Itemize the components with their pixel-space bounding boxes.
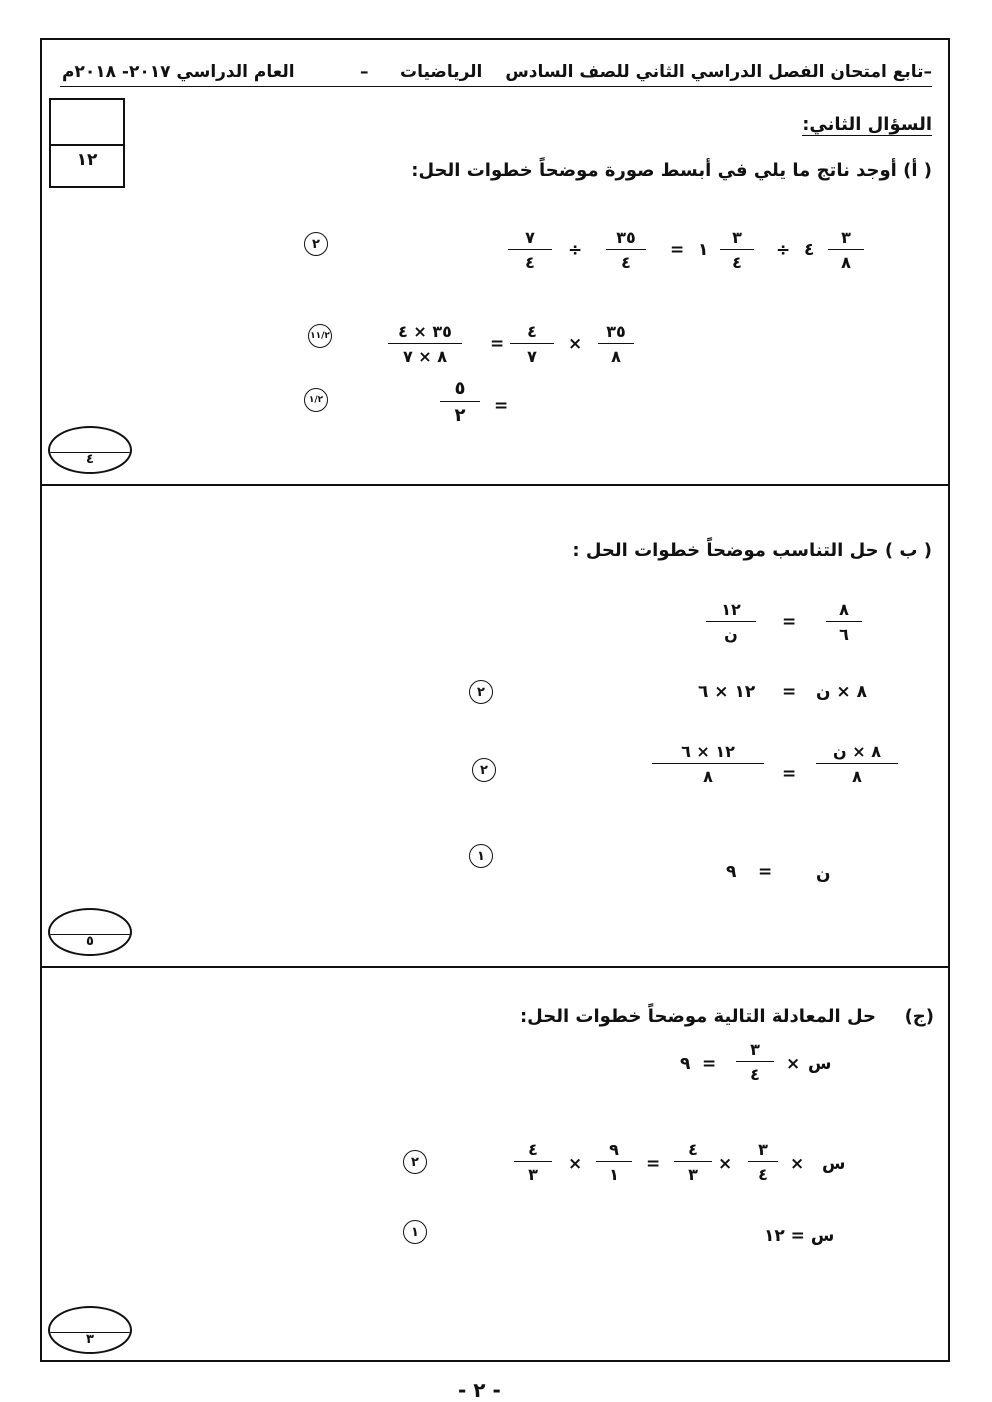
mark-circle-b3: ٢ [472,758,496,782]
whole-number-four: ٤ [804,240,815,260]
score-oval-a: ٤ [48,426,132,474]
score-box-line [51,144,123,146]
score-oval-c: ٣ [48,1306,132,1354]
expr-eight-times-n: ٨ × ن [816,682,867,702]
fraction-twelve-over-n: ١٢ ن [706,600,756,644]
page-number: - ٢ - [458,1378,501,1402]
variable-n: ن [816,864,831,884]
fraction-seven-quarters: ٧ ٤ [508,228,552,272]
times-sign-c2b: × [718,1154,733,1174]
variable-s: س [808,1054,832,1074]
exam-title: تابع امتحان الفصل الدراسي الثاني للصف السادس– [505,62,932,82]
whole-number-one: ١ [698,240,709,260]
equals-sign-b1: = [782,612,797,632]
variable-s-c2: س [822,1154,846,1174]
score-total: ١٢ [76,150,98,170]
fraction-eight-n-over-eight: ٨ × ن ٨ [816,742,898,786]
header-underline [60,86,932,87]
division-sign-2: ÷ [568,240,583,260]
equals-sign-b3: = [782,764,797,784]
equals-sign-b2: = [782,682,797,702]
section-divider-bc [40,966,950,968]
fraction-five-halves: ٥ ٢ [440,378,480,426]
fraction-product-over-eight: ١٢ × ٦ ٨ [652,742,764,786]
fraction-thirtyfive-eighths: ٣٥ ٨ [598,322,634,366]
equals-sign-c1: = [702,1054,717,1074]
fraction-product: ٣٥ × ٤ ٨ × ٧ [388,322,462,366]
equals-sign: = [670,240,685,260]
times-sign-c2c: × [568,1154,583,1174]
fraction-three-quarters: ٣ ٤ [720,228,754,272]
part-c-label: (ج) [904,1006,934,1027]
mark-circle-a1: ٢ [304,232,328,256]
mark-circle-a2: ١ ١/٢ [308,324,332,348]
mark-circle-a3: ١/٢ [304,388,328,412]
fraction-eight-sixths: ٨ ٦ [826,600,862,644]
part-a-prompt: ( أ) أوجد ناتج ما يلي في أبسط صورة موضحاً خطوات الحل: [411,160,932,181]
rhs-nine: ٩ [680,1054,691,1074]
fraction-thirtyfive-quarters: ٣٥ ٤ [606,228,646,272]
mark-circle-b2: ٢ [469,680,493,704]
score-box [49,98,125,188]
academic-year: العام الدراسي ٢٠١٧- ٢٠١٨م [62,62,295,82]
equals-sign-a2: = [490,334,505,354]
header-dash: – [360,62,369,82]
part-b-prompt: ( ب ) حل التناسب موضحاً خطوات الحل : [572,540,932,561]
equals-sign-a3: = [494,396,509,416]
subject-label: الرياضيات [400,62,483,82]
score-oval-b: ٥ [48,908,132,956]
mark-circle-c2: ٢ [403,1150,427,1174]
times-sign: × [568,334,583,354]
solution-s-twelve: س = ١٢ [764,1226,835,1246]
mark-circle-b4: ١ [469,844,493,868]
times-sign-c2a: × [790,1154,805,1174]
fraction-four-thirds-c2b: ٤ ٣ [514,1140,552,1184]
result-nine: ٩ [726,862,737,882]
part-c-prompt: حل المعادلة التالية موضحاً خطوات الحل: [519,1006,876,1027]
fraction-three-eighths: ٣ ٨ [828,228,864,272]
question-title: السؤال الثاني: [802,114,932,135]
page-frame [40,38,950,1362]
times-sign-c1: × [786,1054,801,1074]
equals-sign-b4: = [758,862,773,882]
fraction-nine-over-one: ٩ ١ [596,1140,632,1184]
section-divider-ab [40,484,950,486]
fraction-four-thirds-c2: ٤ ٣ [674,1140,712,1184]
fraction-four-sevenths: ٤ ٧ [510,322,554,366]
fraction-three-quarters-c2: ٣ ٤ [748,1140,778,1184]
mark-circle-c3: ١ [403,1220,427,1244]
expr-twelve-times-six: ١٢ × ٦ [698,682,756,702]
equals-sign-c2: = [646,1154,661,1174]
division-sign: ÷ [776,240,791,260]
fraction-three-quarters-c1: ٣ ٤ [736,1040,774,1084]
